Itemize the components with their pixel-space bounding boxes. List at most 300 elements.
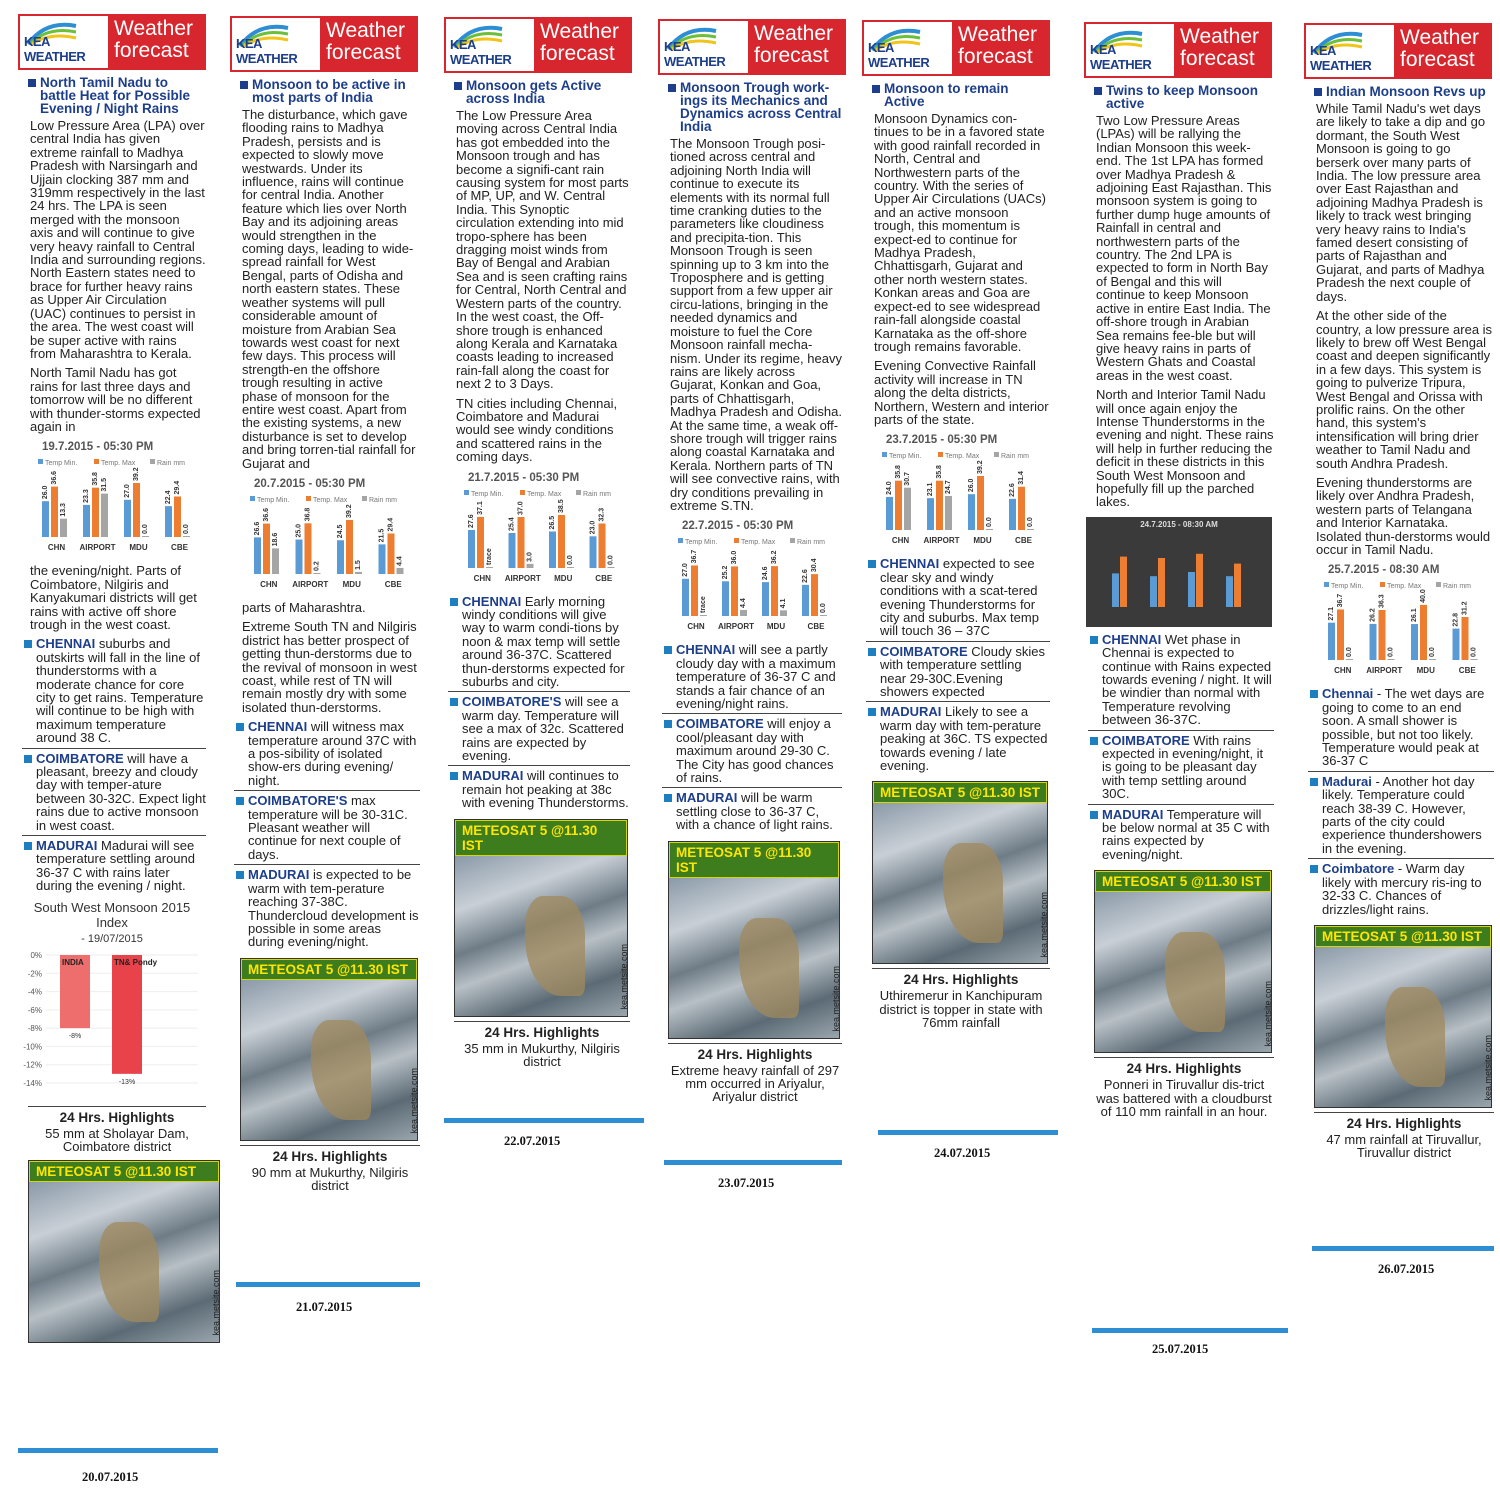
headline: Monsoon to be active in most parts of India: [240, 78, 420, 104]
temperature-rain-chart: [668, 536, 838, 632]
chart-bar: [1411, 624, 1418, 660]
highlight-text: Uthiremerur in Kanchipuram district is topper in state with 76mm rainfall: [879, 988, 1043, 1031]
city-forecast-text: Cloudy skies with temperature settling near 29-30C.Evening showers expected: [880, 643, 1045, 699]
legend-swatch: [306, 496, 311, 501]
forecast-column: [230, 16, 420, 1193]
legend-label: Rain mm: [1443, 583, 1472, 591]
headline: Indian Monsoon Revs up: [1314, 85, 1494, 98]
category-label: AIRPORT: [292, 579, 329, 589]
category-label: MDU: [554, 573, 573, 583]
forecast-column: [658, 19, 842, 1104]
highlight-text: 55 mm at Sholayar Dam, Coimbatore district: [45, 1125, 189, 1155]
data-label: 40.0: [1420, 589, 1427, 604]
index-bar: [112, 955, 142, 1074]
logo-title-line: forecast: [114, 39, 189, 62]
data-label: 26.1: [1411, 608, 1418, 623]
logo-text: KEA WEATHER: [664, 39, 726, 69]
city-forecast: [866, 645, 1050, 703]
logo-title-line: forecast: [958, 45, 1033, 68]
chart-bar: [305, 523, 312, 574]
chart-bar: [1462, 617, 1469, 660]
chart-bar: [722, 582, 729, 617]
logo-mark: [20, 16, 108, 68]
data-label: 25.2: [722, 566, 729, 580]
bullet-icon: [1090, 811, 1098, 819]
logo-title-line: forecast: [1400, 48, 1475, 71]
legend-swatch: [520, 490, 525, 495]
city-name: MADURAI: [676, 790, 738, 806]
data-label: 30.4: [811, 558, 818, 573]
chart-bar: [124, 500, 131, 537]
category-label: MDU: [973, 536, 992, 546]
logo-mark: [1306, 25, 1394, 77]
city-name: Madurai: [1322, 773, 1372, 789]
site-credit: kea.metsite.com: [211, 1269, 221, 1336]
data-label: 3.0: [526, 551, 534, 562]
logo-title-line: Weather: [540, 20, 619, 43]
chart-bar: [133, 483, 140, 537]
data-label: 4.4: [740, 598, 747, 609]
data-label: 27.0: [682, 563, 689, 578]
legend-swatch: [576, 490, 581, 495]
chart-bar: [1120, 556, 1127, 606]
legend-label: Temp Min.: [45, 460, 78, 468]
article-paragraph: Low Pressure Area (LPA) over central India has given extreme rainfall to Madhya Pradesh with Narsingarh and Ujjain clocking 387 mm and 319mm respectively in the last 24 hrs. The LPA is seen merged with the monsoon axis and will continue to give very heavy rainfall to Central India and surrounding regions. North Eastern states need to brace for further heavy rains as Upper Air Circulation (UAC) continues to persist in the area. The west coast will be super active with rains from Maharashtra to Kerala.: [30, 118, 206, 361]
bullet-icon: [664, 646, 672, 654]
city-forecast-text: will be warm settling close to 36-37 C, with a chance of light rains.: [676, 790, 833, 833]
legend-swatch: [250, 496, 255, 501]
data-label: 36.7: [1337, 594, 1344, 608]
chart-bar: [477, 516, 484, 567]
city-forecast: [1088, 808, 1274, 865]
headline: Twins to keep Monsoon active: [1094, 84, 1274, 110]
city-forecast: [866, 557, 1050, 641]
data-label: 24.6: [762, 566, 769, 581]
chart-bar: [682, 579, 689, 616]
forecast-column: [862, 20, 1050, 1030]
chart-bar: [1018, 487, 1025, 530]
kea-weather-logo: [230, 16, 418, 72]
city-forecast: [662, 643, 842, 714]
kea-weather-logo: [1304, 23, 1492, 79]
chart-bar: [820, 615, 827, 616]
data-label: 13.3: [60, 503, 67, 518]
chart-bar: [337, 540, 344, 574]
legend-swatch: [94, 459, 99, 464]
data-label: 4.4: [396, 556, 404, 566]
chart-bar: [60, 519, 67, 537]
temperature-rain-chart: [240, 494, 416, 590]
legend-swatch: [1436, 582, 1441, 587]
kea-weather-logo: [658, 19, 846, 75]
chart-bar: [1346, 659, 1353, 660]
legend-swatch: [734, 538, 739, 543]
chart-bar: [51, 487, 58, 537]
city-forecast-text: suburbs and outskirts will fall in the line of thunderstorms with a moderate chance for core city to get rains. Temperature will continue to be high with maximum temperature around 38 C.: [36, 636, 204, 746]
bullet-icon: [1090, 636, 1098, 644]
logo-text: KEA WEATHER: [236, 36, 298, 66]
chart-bar: [549, 531, 556, 568]
chart-bar: [780, 611, 787, 617]
legend-swatch: [38, 459, 43, 464]
data-label: 26.0: [42, 485, 49, 500]
chart-bar: [599, 523, 606, 568]
city-forecast-text: max temperature will be 30-31C. Pleasant weather will continue for next couple of days.: [248, 793, 408, 862]
data-label: 39.2: [977, 460, 984, 475]
legend-label: Temp Min.: [257, 496, 290, 504]
category-label: AIRPORT: [1366, 666, 1403, 676]
divider-bar: [236, 1282, 420, 1287]
chart-bar: [762, 582, 769, 616]
chart-bar: [1429, 659, 1436, 660]
tick-label: -8%: [27, 1023, 42, 1033]
bullet-icon: [664, 794, 672, 802]
headline: Monsoon gets Active across India: [454, 79, 630, 105]
city-name: COIMBATORE'S: [462, 694, 562, 710]
chart-bar: [945, 496, 952, 530]
data-label: 26.2: [1369, 608, 1377, 623]
bullet-icon: [868, 708, 876, 716]
city-name: Chennai: [1322, 686, 1374, 702]
bullet-icon: [868, 648, 876, 656]
divider-bar: [444, 1118, 644, 1123]
city-name: Coimbatore: [1322, 861, 1395, 877]
satellite-image: [28, 1160, 220, 1343]
city-forecast-text: - Warm day likely with mercury ris-ing to 32-33 C. Chances of drizzles/light rains.: [1322, 861, 1482, 917]
data-label: 0.0: [567, 554, 574, 565]
data-label: 0.0: [1429, 647, 1436, 658]
chart-bar: [1388, 659, 1395, 660]
data-label: 0.0: [1027, 517, 1034, 528]
headline: Monsoon Trough work-ings its Mechanics and Dynamics across Central India: [668, 81, 842, 133]
city-name: CHENNAI: [1102, 631, 1162, 647]
legend-swatch: [882, 452, 887, 457]
index-title: [18, 900, 206, 945]
satellite-map: [241, 980, 417, 1140]
chart-title: 22.7.2015 - 05:30 PM: [682, 520, 794, 533]
chart-bar: [740, 610, 747, 616]
bullet-icon: [868, 560, 876, 568]
logo-title: [952, 22, 1048, 74]
chart-bar: [263, 524, 270, 574]
logo-title-line: Weather: [326, 19, 405, 42]
city-forecast: [1088, 633, 1274, 731]
category-label: MDU: [1416, 666, 1435, 676]
article-paragraph: the evening/night. Parts of Coimbatore, Nilgiris and Kanyakumari districts will get rains with active off shore trough in the west coast.: [30, 563, 197, 632]
weather-chart: [1314, 564, 1494, 681]
satellite-image: [240, 958, 418, 1141]
city-name: MADURAI: [36, 838, 98, 854]
logo-mark: [446, 19, 534, 71]
city-name: COIMBATORE'S: [248, 793, 348, 809]
data-label: 29.4: [387, 517, 395, 532]
data-label: 36.8: [304, 507, 312, 522]
city-name: COIMBATORE: [676, 716, 764, 732]
satellite-image: [872, 781, 1048, 964]
category-label: AIRPORT: [718, 622, 754, 632]
index-value-label: -8%: [68, 1032, 82, 1040]
tick-label: 0%: [30, 950, 42, 960]
satellite-map: [455, 856, 627, 1016]
chart-bar: [977, 476, 984, 530]
data-label: 0.0: [607, 554, 615, 565]
chart-bar: [1188, 572, 1195, 607]
chart-bar: [1234, 563, 1241, 606]
legend-label: Temp. Max: [527, 490, 562, 498]
site-credit: kea.metsite.com: [1263, 980, 1273, 1047]
highlights-title: 24 Hrs. Highlights: [1094, 1057, 1274, 1076]
chart-bar: [1226, 576, 1233, 607]
india-landmass: [311, 1020, 371, 1120]
data-label: 27.1: [1328, 607, 1335, 622]
satellite-map: [29, 1182, 219, 1342]
data-label: 0.0: [986, 517, 993, 528]
logo-mark: [232, 18, 320, 70]
chart-bar: [101, 494, 108, 537]
chart-title: 23.7.2015 - 05:30 PM: [886, 434, 998, 447]
legend-swatch: [1324, 582, 1329, 587]
category-label: CBE: [1015, 536, 1032, 546]
bullet-icon: [450, 698, 458, 706]
bullet-icon: [1310, 778, 1318, 786]
city-name: COIMBATORE: [36, 750, 124, 766]
bullet-icon: [24, 640, 32, 648]
chart-bar: [936, 481, 943, 530]
data-label: 35.8: [895, 465, 902, 480]
issue-date: 23.07.2015: [718, 1176, 775, 1190]
chart-bar: [1112, 573, 1119, 607]
category-label: CBE: [595, 573, 613, 583]
data-label: 21.5: [378, 528, 386, 543]
kea-weather-logo: [444, 17, 632, 73]
city-name: CHENNAI: [676, 642, 736, 658]
temperature-rain-chart: [28, 457, 202, 553]
highlight-text: 47 mm rainfall at Tiruvallur, Tiruvallur district: [1326, 1131, 1482, 1161]
chart-bar: [509, 533, 516, 568]
legend-swatch: [994, 452, 999, 457]
city-forecast: [448, 595, 630, 693]
chart-bar: [397, 568, 404, 574]
chart-bar: [527, 563, 534, 567]
chart-bar: [518, 517, 525, 568]
chart-bar: [1196, 554, 1203, 607]
city-forecast-text: will have a pleasant, breezy and cloudy day with temper-ature between 30-32C. Expect light rains due to active monsoon in west coast.: [36, 750, 206, 833]
category-label: CHN: [1334, 666, 1352, 676]
city-forecast: [1308, 687, 1494, 771]
weather-chart: [28, 441, 206, 558]
chart-bar: [886, 497, 893, 530]
article-paragraph: The Low Pressure Area moving across Central India has got embedded into the Monsoon trough and has become a signifi-cant rain causing system for most parts of MP, UP, and W. Central India. This Synoptic circulation extending into mid tropo-sphere has been dragging moist winds from Bay of Bengal and Arabian Sea and is seen crafting rains for Central, North Central and Western parts of the country. In the west coast, the Off-shore trough is enhanced along Kerala and Karnataka coasts leading to increased rain-fall along the coast for next 2 to 3 Days.: [456, 108, 629, 392]
city-forecast: [1308, 862, 1494, 919]
logo-title: [748, 21, 844, 73]
city-forecast-text: Madurai will see temperature settling around 36-37 C with rains later during the evening / night.: [36, 838, 195, 894]
category-label: CBE: [807, 622, 825, 632]
index-bar-label: INDIA: [62, 957, 84, 967]
chart-bar: [42, 502, 49, 538]
city-name: MADURAI: [248, 867, 310, 883]
logo-title-line: forecast: [1180, 47, 1255, 70]
temperature-rain-chart: [872, 450, 1046, 546]
temperature-rain-chart: [454, 488, 626, 584]
site-credit: kea.metsite.com: [1483, 1035, 1493, 1101]
chart-bar: [567, 567, 574, 568]
city-forecast: [22, 752, 206, 836]
forecast-column: [444, 17, 630, 1068]
bullet-icon: [236, 723, 244, 731]
chart-bar: [968, 495, 975, 531]
article-paragraph: Extreme South TN and Nilgiris district has better prospect of getting thun-derstorms due to the revival of monsoon in west coast, while rest of TN will remain mostly dry with some isolated thun-derstorms.: [242, 619, 417, 715]
data-label: 39.2: [133, 467, 140, 482]
data-label: 0.0: [183, 524, 190, 535]
data-label: 37.1: [477, 500, 484, 515]
logo-title: [108, 16, 204, 68]
chart-title: 21.7.2015 - 05:30 PM: [468, 471, 580, 484]
bullet-icon: [1310, 865, 1318, 873]
headline: Monsoon to remain Active: [872, 82, 1050, 108]
legend-label: Temp Min.: [889, 453, 922, 461]
satellite-map: [873, 803, 1047, 963]
data-label: 25.4: [508, 516, 516, 531]
legend-swatch: [678, 538, 683, 543]
divider-bar: [1312, 1246, 1494, 1251]
category-label: CBE: [384, 579, 402, 589]
city-forecast: [662, 791, 842, 834]
data-label: 1.5: [355, 560, 362, 570]
logo-title: [320, 18, 416, 70]
legend-swatch: [790, 538, 795, 543]
city-forecast: [234, 794, 420, 865]
legend-label: Temp Min.: [685, 539, 718, 547]
city-forecast-text: expected to see clear sky and windy conditions with a scat-tered evening Thunderstorms for city and suburbs. Max temp will touch 36 – 37C: [880, 556, 1039, 639]
chart-bar: [183, 536, 190, 537]
chart-bar: [731, 567, 738, 617]
data-label: 0.0: [820, 603, 827, 614]
logo-text: KEA WEATHER: [1090, 42, 1152, 72]
article-paragraph: The Monsoon Trough posi-tioned across central and adjoining North India will continue to execute its elements with its normal full time cranking duties to the parameters like cloudiness and precipita-tion. This Monsoon Trough is seen spinning up to 3 km into the Troposphere and is getting support from a few upper air circu-lations, bringing in the needed dynamics and moisture to fuel the Core Monsoon rainfall mecha-nism. Under its regime, heavy rains are likely across Gujarat, Konkan and Goa, parts of Chhattisgarh, Madhya Pradesh and Odisha. At the same time, a weak off-shore trough will trigger rains along coastal Karnataka and Kerala. Northern parts of TN will see convective rains, with dry conditions prevailing in extreme S.TN.: [670, 136, 842, 513]
highlights-title: 24 Hrs. Highlights: [240, 1145, 420, 1164]
city-forecast: [662, 717, 842, 788]
issue-date: 20.07.2015: [82, 1470, 139, 1484]
logo-title-line: forecast: [540, 42, 615, 65]
logo-title-line: Weather: [958, 23, 1037, 46]
city-name: MADURAI: [462, 768, 524, 784]
chart-bar: [895, 481, 902, 530]
category-label: CHN: [687, 622, 705, 632]
data-label: 39.2: [346, 504, 353, 518]
chart-bar: [986, 529, 993, 530]
highlight-text: Ponneri in Tiruvallur dis-trict was battered with a cloudburst of 110 mm rainfall in an hour.: [1096, 1077, 1272, 1120]
data-label: 37.0: [517, 500, 525, 515]
divider-bar: [1092, 1328, 1288, 1333]
satellite-image: [1314, 925, 1492, 1108]
article-paragraph: parts of Maharashtra.: [242, 599, 366, 615]
logo-title: [1394, 25, 1490, 77]
tick-label: -4%: [27, 987, 42, 997]
chart-bar: [388, 533, 395, 574]
chart-bar: [802, 585, 809, 616]
highlights-title: 24 Hrs. Highlights: [668, 1043, 842, 1062]
weather-chart: [872, 434, 1050, 551]
logo-title-line: forecast: [754, 44, 829, 67]
data-label: 18.6: [272, 532, 279, 547]
chart-bar: [379, 544, 386, 574]
article-paragraph: North Tamil Nadu has got rains for last three days and tomorrow will be no different with thunder-storms expected again in: [30, 365, 201, 434]
site-credit: kea.metsite.com: [831, 966, 841, 1032]
satellite-header: METEOSAT 5 @11.30 IST: [455, 820, 627, 856]
category-label: CHN: [473, 573, 491, 583]
issue-date: 25.07.2015: [1152, 1342, 1209, 1356]
category-label: CHN: [47, 543, 66, 553]
highlights-title: 24 Hrs. Highlights: [1314, 1112, 1494, 1131]
monsoon-index: [18, 900, 206, 1102]
city-name: COIMBATORE: [1102, 732, 1190, 748]
city-forecast-text: Early morning windy conditions will give way to warm condi-tions by noon & max temp will settle around 36-37C. Scattered thun-derstorms expected for suburbs and city.: [462, 593, 625, 689]
category-label: AIRPORT: [79, 543, 116, 553]
chart-bar: [165, 506, 172, 537]
site-credit: kea.metsite.com: [409, 1068, 419, 1134]
kea-weather-logo: [862, 20, 1050, 76]
chart-title: 19.7.2015 - 05:30 PM: [42, 441, 154, 454]
city-forecast: [1308, 775, 1494, 859]
city-name: CHENNAI: [880, 556, 940, 572]
chart-bar: [927, 499, 934, 531]
chart-bar: [83, 505, 90, 537]
logo-mark: [1086, 24, 1174, 76]
data-label: 38.5: [558, 498, 565, 513]
city-forecast: [22, 839, 206, 896]
chart-bar: [691, 566, 698, 617]
tick-label: -2%: [27, 968, 42, 978]
chart-bar: [272, 548, 279, 574]
legend-label: Rain mm: [157, 460, 186, 468]
tick-label: -10%: [23, 1042, 42, 1052]
india-landmass: [99, 1222, 159, 1322]
highlights-title: 24 Hrs. Highlights: [454, 1021, 630, 1040]
chart-bar: [314, 573, 321, 574]
satellite-map: [1095, 892, 1271, 1052]
data-label: 22.6: [802, 569, 809, 584]
article-paragraph: At the other side of the country, a low pressure area is likely to brew off West Bengal coast and deepen significantly in a few days. This system is going to pulverize Tripura, West Bengal and Orissa with prolific rains. On the other hand, this system's intensification will bring drier weather to Tamil Nadu and south Andhra Pradesh.: [1316, 308, 1493, 471]
logo-title-line: Weather: [114, 17, 193, 40]
chart-bar: [608, 567, 615, 568]
city-forecast-text: is expected to be warm with tem-perature reaching 37-38C. Thundercloud development is possible in some areas during evening/night.: [248, 867, 419, 950]
chart-bar: [590, 536, 597, 568]
city-name: CHENNAI: [36, 636, 96, 652]
kea-weather-logo: [18, 14, 206, 70]
india-landmass: [525, 896, 585, 996]
divider-bar: [878, 1130, 1058, 1135]
data-label: 26.6: [254, 521, 261, 536]
chart-bar: [486, 567, 493, 568]
chart-bar: [1328, 623, 1335, 660]
data-label: 0.0: [1387, 647, 1395, 658]
data-label: 4.1: [780, 598, 787, 609]
satellite-header: METEOSAT 5 @11.30 IST: [241, 959, 417, 980]
tick-label: -12%: [23, 1060, 42, 1070]
chart-bar: [468, 530, 475, 568]
city-name: MADURAI: [880, 704, 942, 720]
data-label: 23.1: [927, 482, 934, 497]
satellite-header: METEOSAT 5 @11.30 IST: [1095, 871, 1271, 892]
data-label: 24.0: [886, 481, 893, 496]
index-title-text: South West Monsoon 2015 Index: [33, 899, 191, 930]
data-label: 0.0: [1470, 647, 1478, 658]
data-label: 31.4: [1018, 471, 1025, 486]
legend-label: Temp. Max: [313, 496, 348, 504]
article-paragraph: North and Interior Tamil Nadu will once again enjoy the Intense Thunderstorms in the evening and night. These rains will help in further reducing the deficit in these districts in this South West Monsoon and hopefully fill up the parched lakes.: [1096, 387, 1274, 510]
bullet-icon: [24, 755, 32, 763]
data-label: 27.0: [124, 484, 131, 499]
